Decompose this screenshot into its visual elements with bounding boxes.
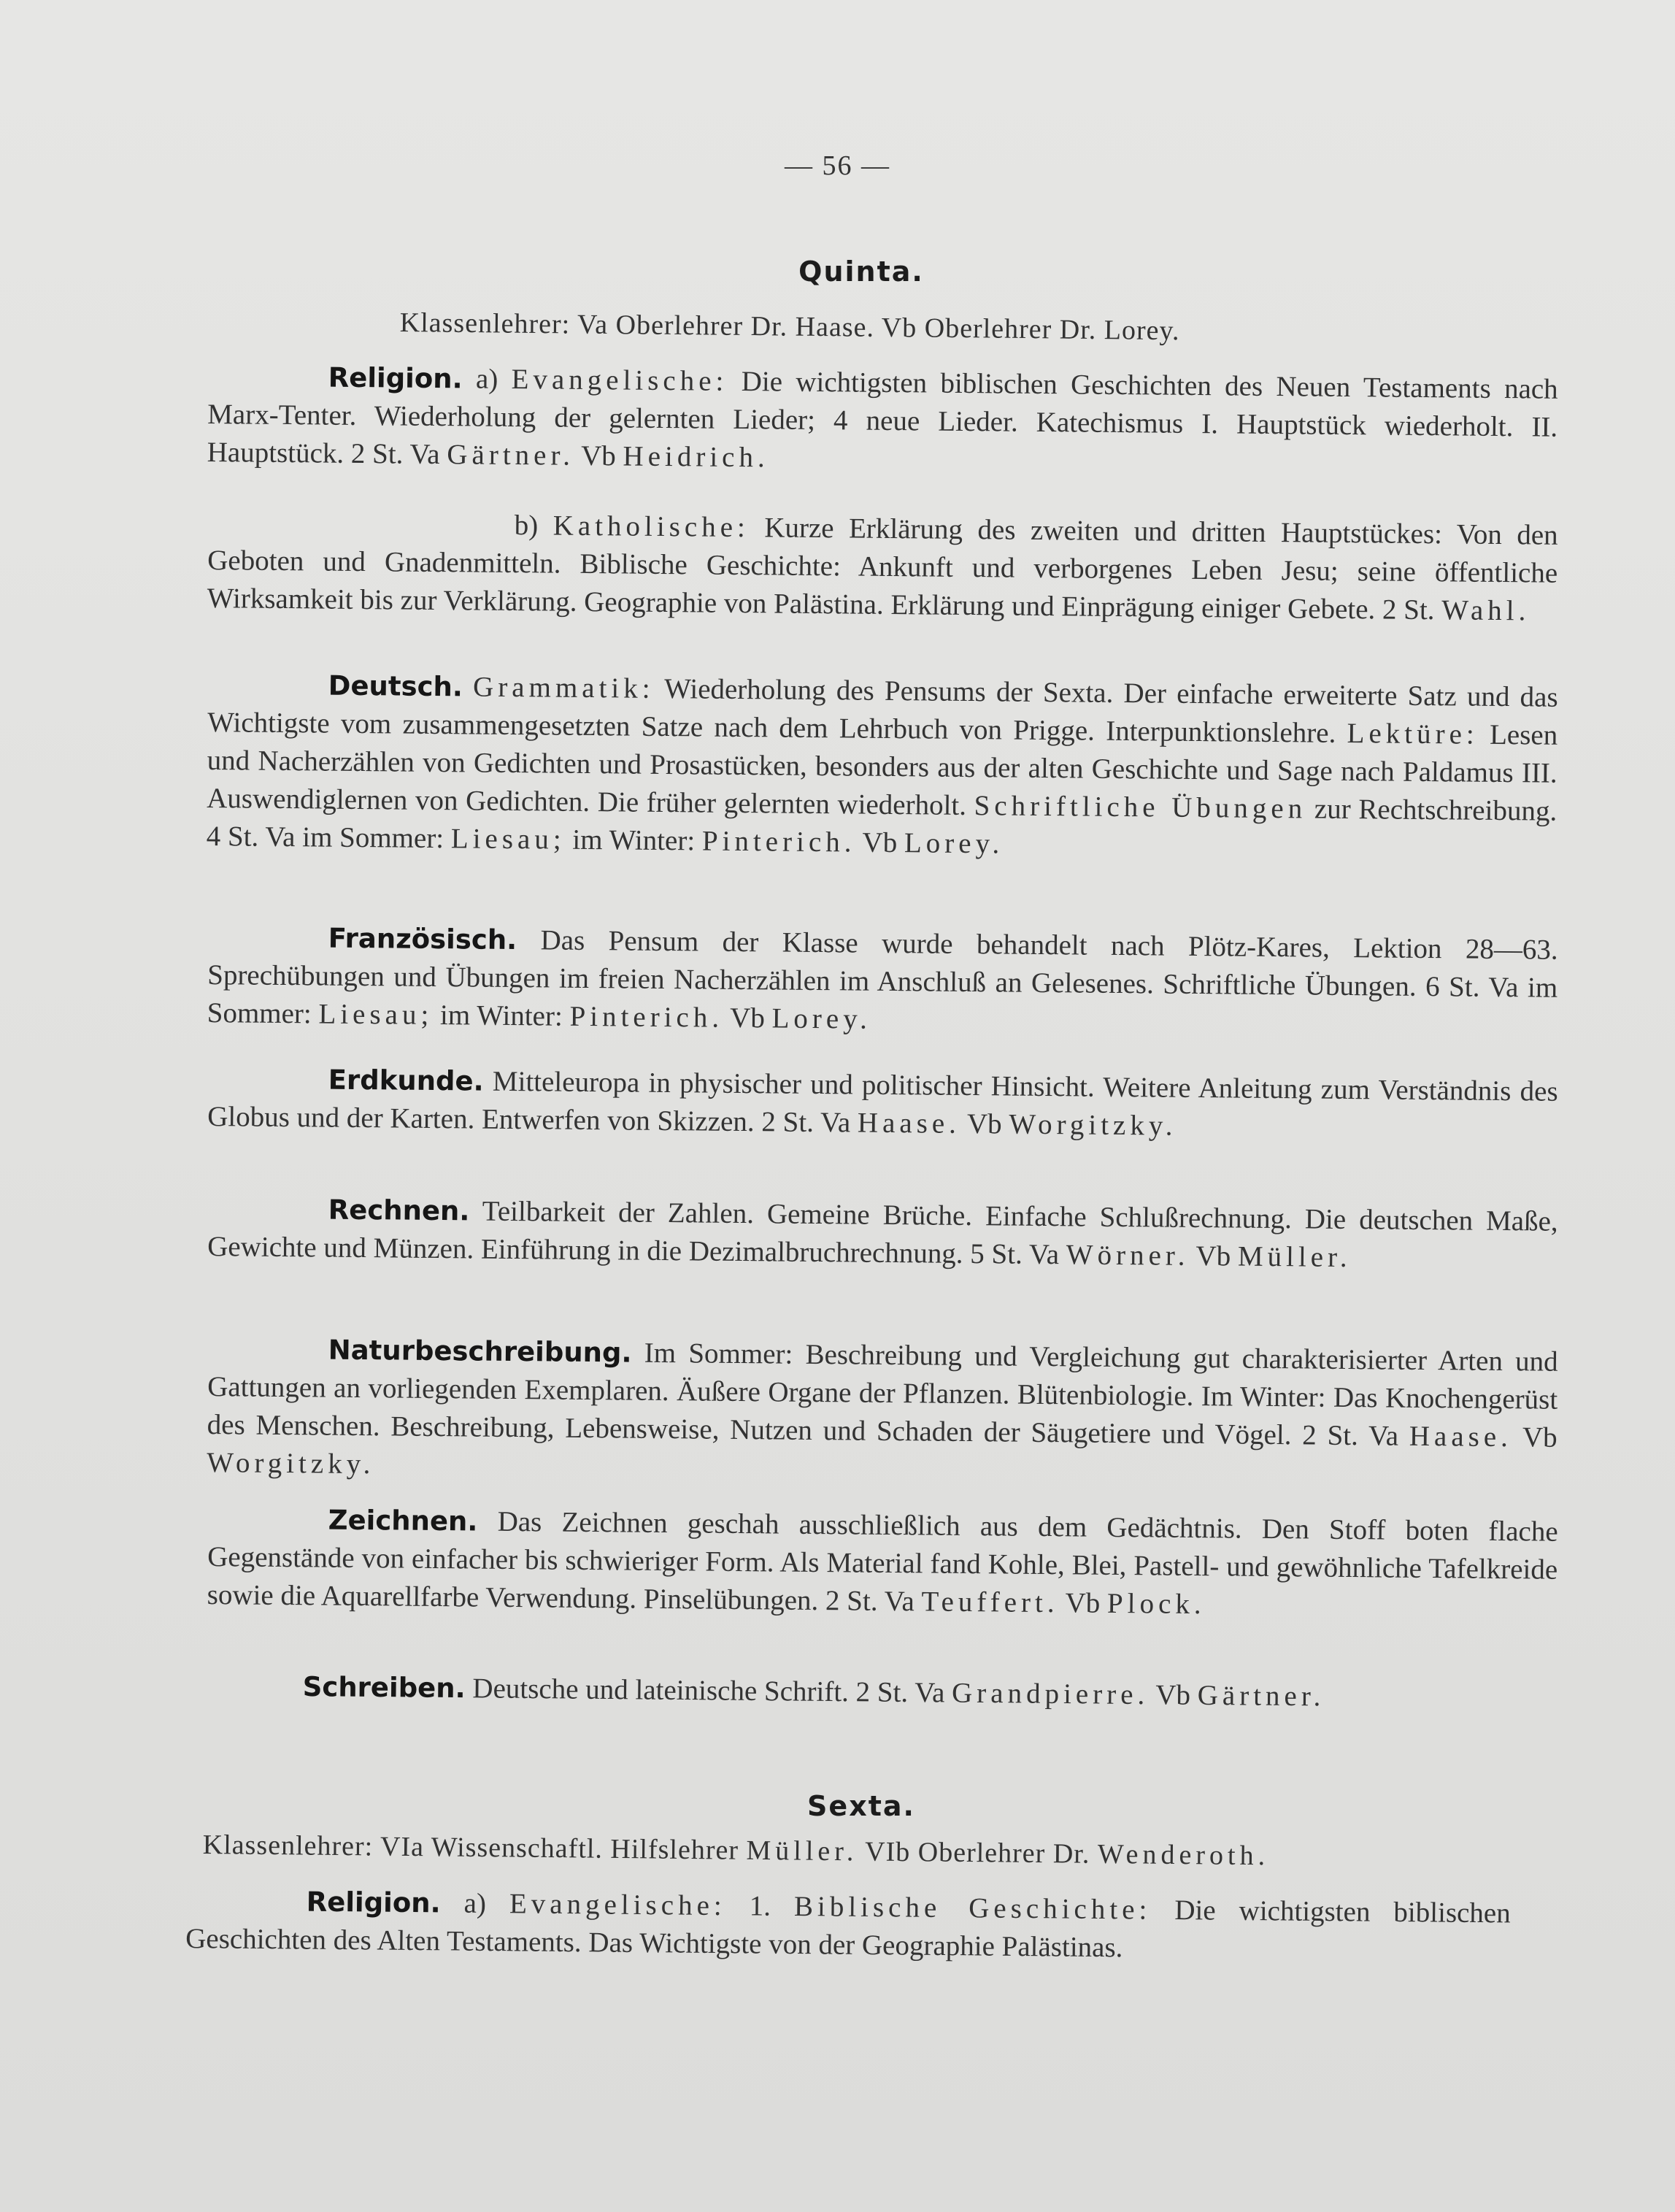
quinta-religion-b: b) Katholische: Kurze Erklärung des zweiten und dritten Hauptstückes: Von den Geboten und Gnadenmitteln. Biblische Geschichte: Ankunft und verborgenes Leben Jesu; seine öffentliche Wirksamkeit bis zur Verklärung. Geographie von Palästina. Erklärung und Einprägung einiger Gebete. 2 St. Wahl. [207,510,1558,627]
subject-naturbeschreibung: Naturbeschreibung. [328,1334,632,1369]
quinta-naturbeschreibung: Naturbeschreibung. Im Sommer: Beschreibung und Vergleichung gut charakterisierter Arten und Gattungen an vorliegenden Exemplaren. Äußere Organe der Pflanzen. Blütenbiologie. Im Winter: Das Knochengerüst des Menschen. Beschreibung, Lebensweise, Nutzen und Schaden der Säugetiere und Vögel. 2 St. Va Haase. Vb Worgitzky. [207,1334,1558,1481]
quinta-religion-a: Religion. a) Evangelische: Die wichtigsten biblischen Geschichten des Neuen Testaments nach Marx-Tenter. Wiederholung der gelernten Lieder; 4 neue Lieder. Katechismus I. Hauptstück wiederholt. II. Hauptstück. 2 St. Va Gärtner. Vb Heidrich. [207,361,1558,474]
quinta-deutsch: Deutsch. Grammatik: Wiederholung des Pensums der Sexta. Der einfache erweiterte Satz und das Wichtigste vom zusammengesetzten Satze nach dem Lehrbuch von Prigge. Interpunktionslehre. Lektüre: Lesen und Nacherzählen von Gedichten und Prosastücken, besonders aus der alten Geschichte und Sage nach Paldamus III. Auswendiglernen von Gedichten. Die früher gelernten wiederholt. Schriftliche Übungen zur Rechtschreibung. 4 St. Va im Sommer: Liesau; im Winter: Pinterich. Vb Lorey. [206,669,1558,860]
section-heading-quinta: Quinta. [798,256,924,288]
subject-franzoesisch: Französisch. [328,922,517,956]
sexta-class-teachers: Klassenlehrer: VIa Wissenschaftl. Hilfslehrer Müller. VIb Oberlehrer Dr. Wenderoth. [202,1829,1270,1872]
quinta-schreiben: Schreiben. Deutsche und lateinische Schrift. 2 St. Va Grandpierre. Vb Gärtner. [302,1670,1325,1713]
subject-zeichnen: Zeichnen. [328,1504,478,1537]
quinta-zeichnen: Zeichnen. Das Zeichnen geschah ausschließlich aus dem Gedächtnis. Den Stoff boten flache Gegenstände von einfacher bis schwieriger Form. Als Material fand Kohle, Blei, Pastell- und gewöhnliche Tafelkreide sowie die Aquarellfarbe Verwendung. Pinselübungen. 2 St. Va Teuffert. Vb Plock. [207,1504,1558,1621]
subject-schreiben: Schreiben. [302,1670,466,1705]
subject-religion: Religion. [328,361,463,395]
quinta-erdkunde: Erdkunde. Mitteleuropa in physischer und politischer Hinsicht. Weitere Anleitung zum Verständnis des Globus und der Karten. Entwerfen von Skizzen. 2 St. Va Haase. Vb Worgitzky. [207,1064,1558,1142]
page-number: — 56 — [785,150,890,181]
subject-deutsch: Deutsch. [328,669,463,703]
subject-religion-sexta: Religion. [306,1886,441,1919]
subject-erdkunde: Erdkunde. [328,1064,484,1097]
quinta-rechnen: Rechnen. Teilbarkeit der Zahlen. Gemeine Brüche. Einfache Schlußrechnung. Die deutschen Maße, Gewichte und Münzen. Einführung in die Dezimalbruchrechnung. 5 St. Va Wörner. Vb Müller. [207,1194,1558,1274]
quinta-franzoesisch: Französisch. Das Pensum der Klasse wurde behandelt nach Plötz-Kares, Lektion 28—63. Sprechübungen und Übungen im freien Nacherzählen im Anschluß an Gelesenes. Schriftliche Übungen. 6 St. Va im Sommer: Liesau; im Winter: Pinterich. Vb Lorey. [207,922,1558,1035]
section-heading-sexta: Sexta. [807,1790,915,1822]
sexta-religion-a: Religion. a) Evangelische: 1. Biblische Geschichte: Die wichtigsten biblischen Geschichten des Alten Testaments. Das Wichtigste von der Geographie Palästinas. [185,1886,1511,1964]
quinta-class-teachers: Klassenlehrer: Va Oberlehrer Dr. Haase. Vb Oberlehrer Dr. Lorey. [399,307,1180,347]
subject-rechnen: Rechnen. [328,1194,470,1227]
